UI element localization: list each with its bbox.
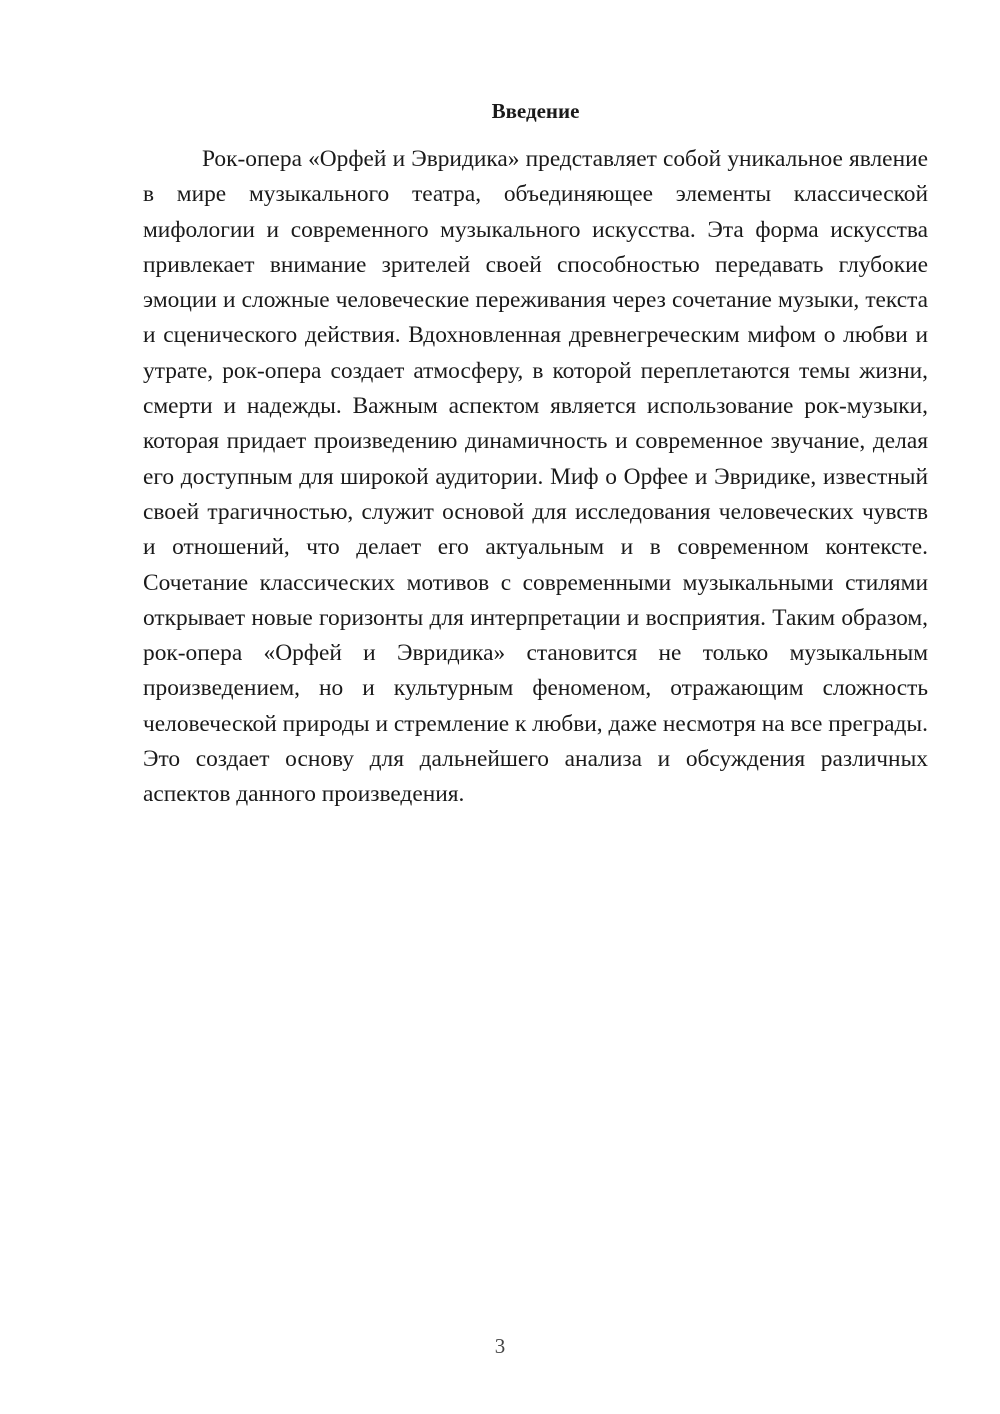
section-heading: Введение	[491, 99, 580, 123]
body-paragraph: Рок-опера «Орфей и Эвридика» представляет собой уникальное явление в мире музыкального театра, объединяющее элементы классической мифологии и современного музыкального искусства. Эта форма искусства привлекает внимание зрителей своей способностью передавать глубокие эмоции и сложные человеческие переживания через сочетание музыки, текста и сценического действия. Вдохновленная древнегреческим мифом о любви и утрате, рок-опера создает атмосферу, в которой переплетаются темы жизни, смерти и надежды. Важным аспектом является использование рок-музыки, которая придает произведению динамичность и современное звучание, делая его доступным для широкой аудитории. Миф о Орфее и Эвридике, известный своей трагичностью, служит основой для исследования человеческих чувств и отношений, что делает его актуальным и в современном контексте. Сочетание классических мотивов с современными музыкальными стилями открывает новые горизонты для интерпретации и восприятия. Таким образом, рок-опера «Орфей и Эвридика» становится не только музыкальным произведением, но и культурным феноменом, отражающим сложность человеческой природы и стремление к любви, даже несмотря на все преграды. Это создает основу для дальнейшего анализа и обсуждения различных аспектов данного произведения.	[143, 146, 928, 808]
page-number: 3	[494, 1334, 506, 1358]
